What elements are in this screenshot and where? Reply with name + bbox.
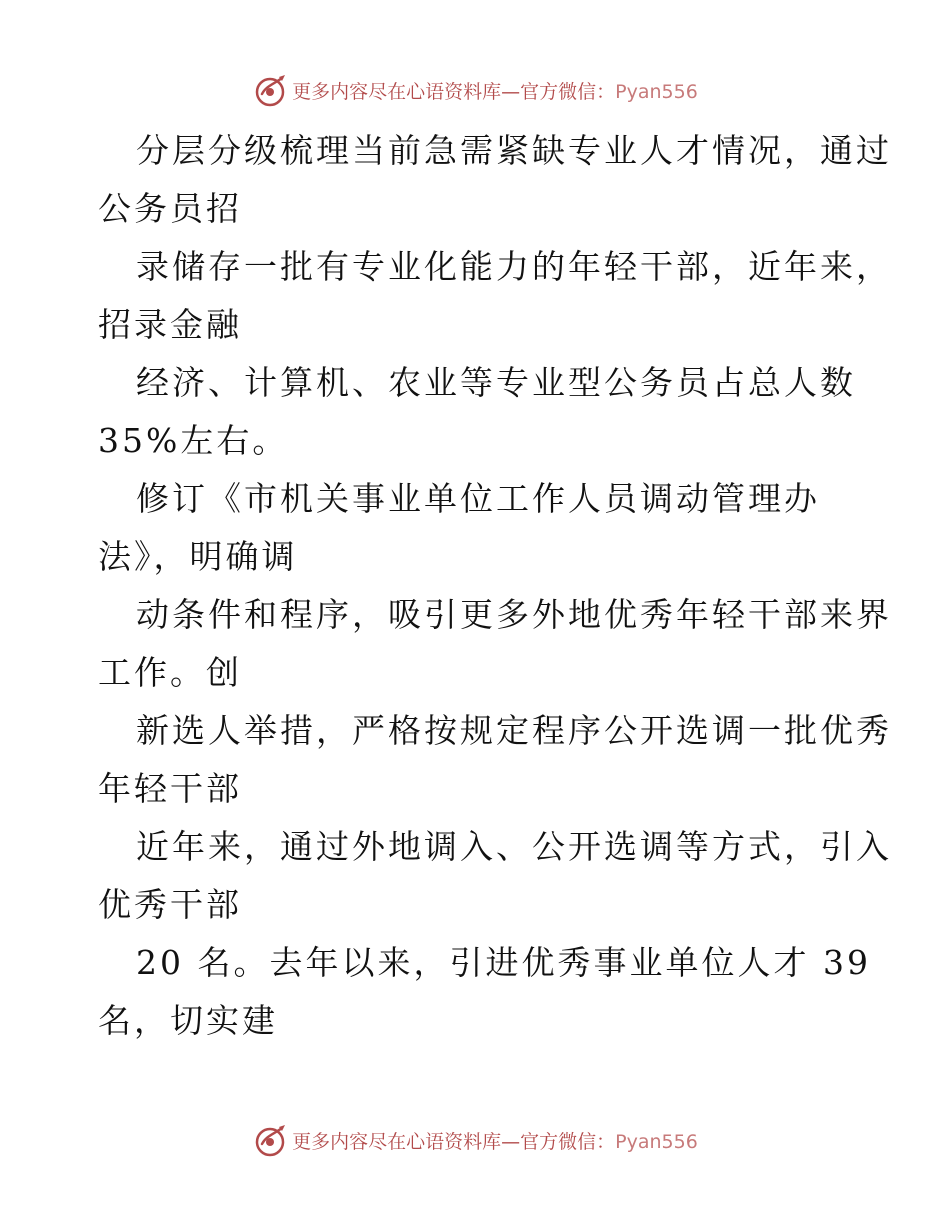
header-watermark	[0, 70, 950, 110]
paragraph	[98, 238, 892, 354]
paragraph-line: 20 名。去年以来，引进优秀事业单位人才 39	[136, 943, 871, 982]
paragraph-line: 修订《市机关事业单位工作人员调动管理办	[136, 479, 820, 518]
paragraph-line: 优秀干部	[98, 885, 242, 924]
watermark-handle: Pyan556	[615, 80, 698, 103]
paragraph-line: 公务员招	[98, 189, 242, 228]
paragraph-line: 录储存一批有专业化能力的年轻干部，近年来，	[136, 247, 892, 286]
paragraph	[98, 122, 892, 238]
paragraph-line: 年轻干部	[98, 769, 242, 808]
paragraph-line: 近年来，通过外地调入、公开选调等方式，引入	[136, 827, 892, 866]
paragraph-line: 动条件和程序，吸引更多外地优秀年轻干部来界	[136, 595, 892, 634]
paragraph	[98, 934, 871, 1050]
watermark-text: 更多内容尽在心语资料库—官方微信：Pyan556	[292, 80, 698, 103]
watermark-handle: Pyan556	[615, 1130, 698, 1153]
paragraph	[98, 818, 892, 934]
paragraph-line: 新选人举措，严格按规定程序公开选调一批优秀	[136, 711, 892, 750]
paragraph-line: 分层分级梳理当前急需紧缺专业人才情况，通过	[136, 131, 892, 170]
paragraph-line: 35%左右。	[98, 421, 289, 460]
watermark-text: 更多内容尽在心语资料库—官方微信：Pyan556	[292, 1130, 698, 1153]
paragraph	[98, 470, 868, 586]
paragraph	[98, 702, 892, 818]
paragraph-line: 招录金融	[98, 305, 242, 344]
footer-watermark	[0, 1120, 950, 1160]
pen-logo-icon	[252, 72, 288, 108]
paragraph	[98, 354, 868, 470]
paragraph-line: 名，切实建	[98, 1001, 278, 1040]
paragraph	[98, 586, 892, 702]
pen-logo-icon	[252, 1122, 288, 1158]
paragraph-line: 法》，明确调	[98, 537, 298, 576]
paragraph-line: 经济、计算机、农业等专业型公务员占总人数	[136, 363, 856, 402]
document-body	[98, 122, 892, 1050]
paragraph-line: 工作。创	[98, 653, 242, 692]
